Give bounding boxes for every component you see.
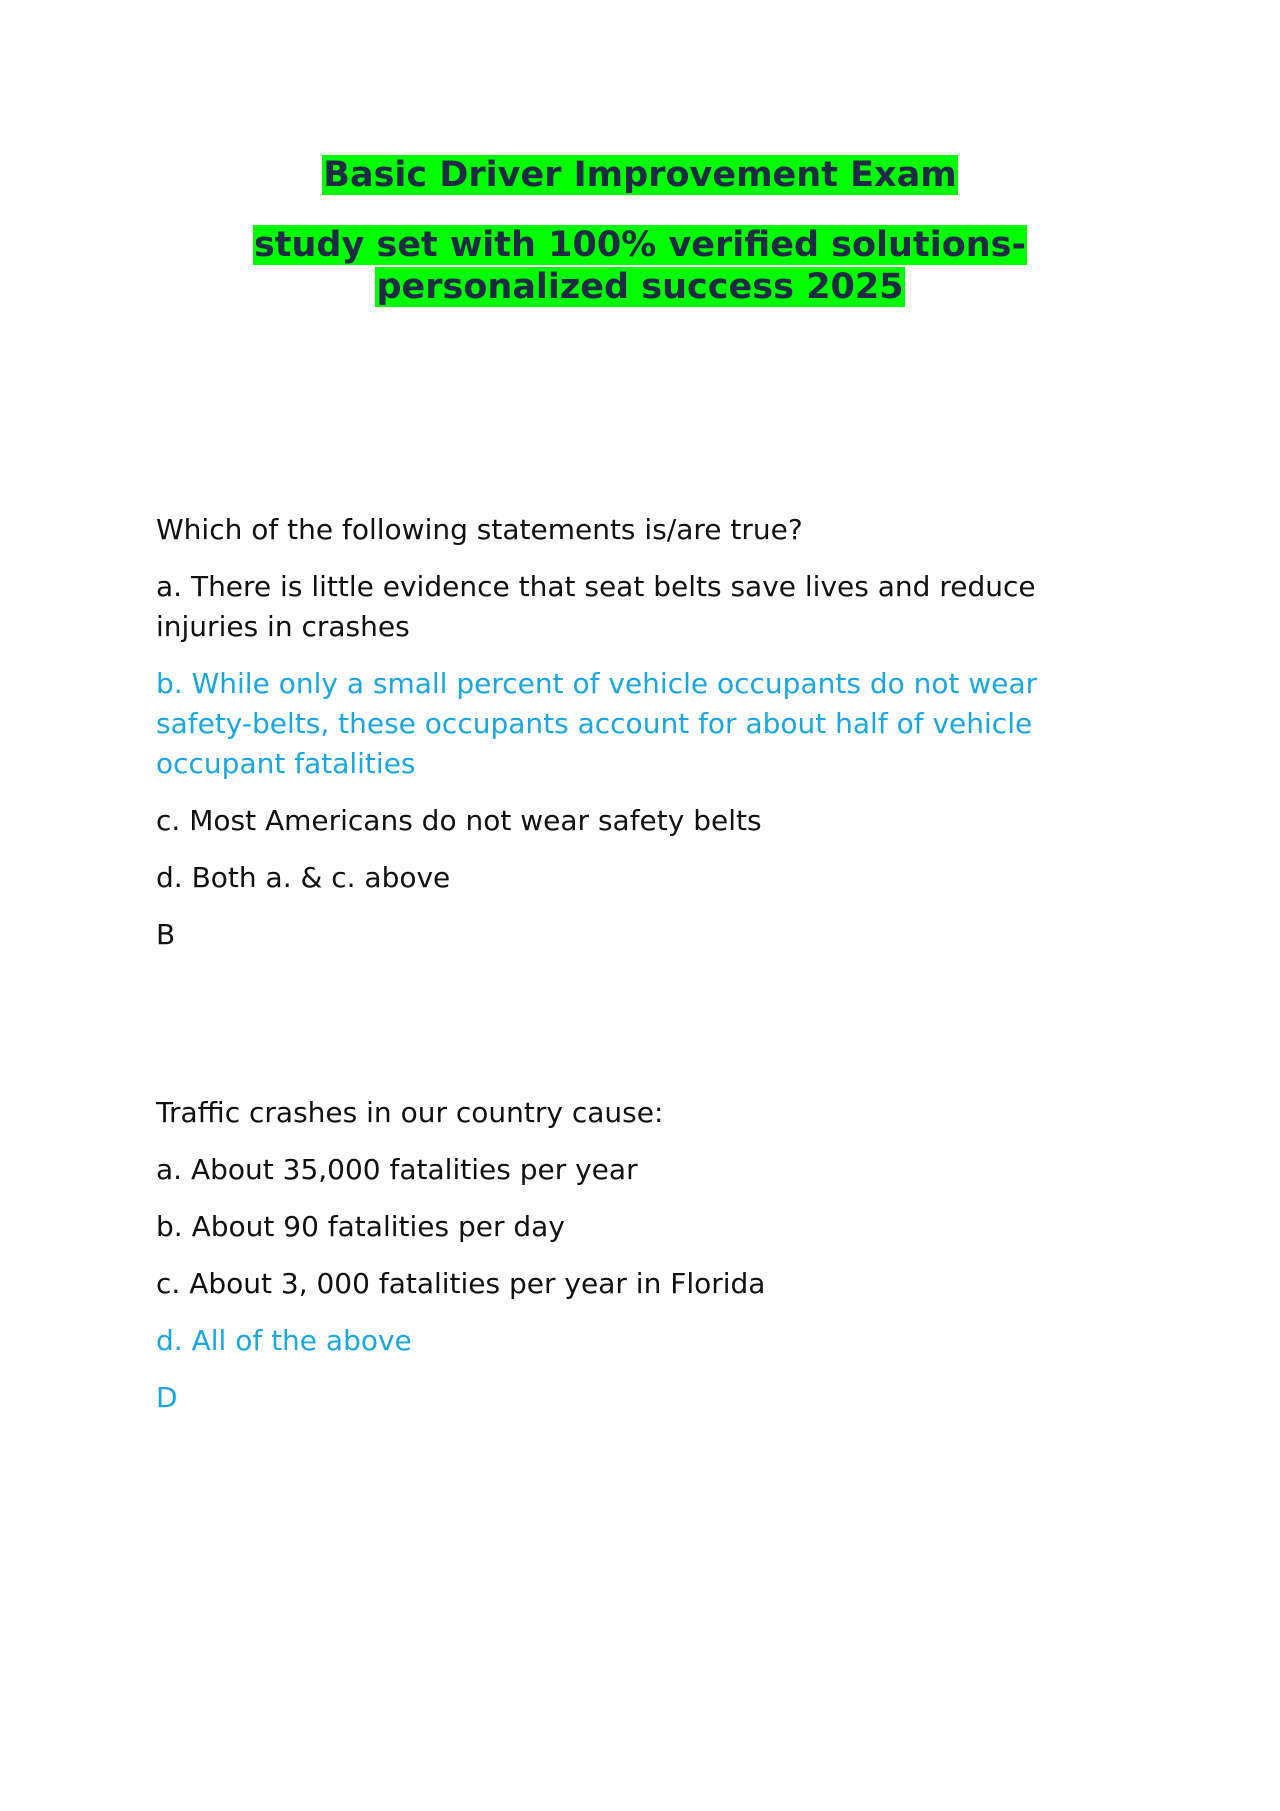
subtitle-line-1: study set with 100% verified solutions- <box>253 225 1027 265</box>
option-c: c. Most Americans do not wear safety belts <box>156 804 762 837</box>
option-c: c. About 3, 000 fatalities per year in Florida <box>156 1267 766 1300</box>
answer-key: B <box>156 918 176 951</box>
question-1 <box>156 510 1126 972</box>
question-prompt: Which of the following statements is/are true? <box>156 513 803 546</box>
answer-key: D <box>156 1381 178 1414</box>
document-title <box>0 153 1280 197</box>
question-prompt: Traffic crashes in our country cause: <box>156 1096 664 1129</box>
option-d-correct: d. All of the above <box>156 1324 412 1357</box>
option-a: a. About 35,000 fatalities per year <box>156 1153 638 1186</box>
option-a: a. There is little evidence that seat belts save lives and reduce injuries in crashes <box>156 570 1036 643</box>
option-b-correct: b. While only a small percent of vehicle occupants do not wear safety-belts, these occupants account for about half of vehicle occupant fatalities <box>156 667 1038 780</box>
title-highlight: Basic Driver Improvement Exam <box>323 155 957 195</box>
subtitle-line-2: personalized success 2025 <box>376 267 904 307</box>
document-subtitle <box>0 224 1280 308</box>
question-2 <box>156 1093 1126 1435</box>
option-b: b. About 90 fatalities per day <box>156 1210 565 1243</box>
option-d: d. Both a. & c. above <box>156 861 451 894</box>
